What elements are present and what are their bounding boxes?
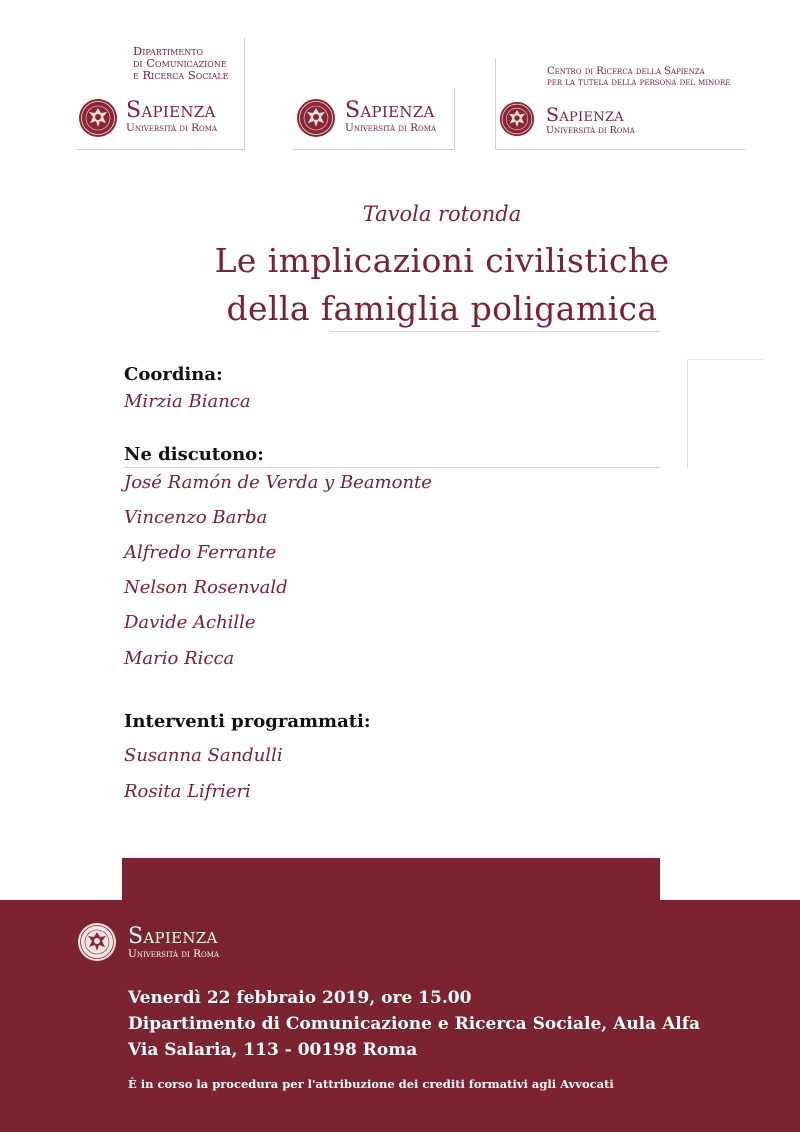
logo3-brand: [546, 106, 635, 136]
logo1-dept-line: Dipartimento: [133, 44, 204, 58]
sapienza-seal-icon: [499, 101, 535, 137]
interventions-label: Interventi programmati:: [124, 711, 371, 732]
divider: [687, 359, 765, 360]
speaker-name: Davide Achille: [124, 612, 256, 633]
logo1-dept-line: e Ricerca Sociale: [133, 68, 229, 82]
sapienza-seal-icon: [296, 98, 336, 138]
logo1-brand: [126, 100, 217, 134]
footer-brand-name: Sapienza: [128, 924, 218, 949]
speaker-name: José Ramón de Verda y Beamonte: [124, 472, 432, 493]
intervention-name: Rosita Lifrieri: [124, 781, 251, 802]
logo3-underline: [495, 149, 745, 150]
logo2-underline: [293, 149, 454, 150]
footer-brand: [128, 926, 219, 960]
logo2-brand-sub: Università di Roma: [345, 122, 436, 134]
footer-tab: [122, 858, 660, 902]
logo3-dept-line: per la tutela della persona del minore: [547, 77, 731, 88]
event-address: Via Salaria, 113 - 00198 Roma: [128, 1040, 418, 1060]
divider: [687, 360, 688, 468]
event-title-line2: della famiglia poligamica: [226, 289, 658, 328]
event-kind: Tavola rotonda: [362, 202, 522, 226]
coordinator-name: Mirzia Bianca: [124, 391, 251, 412]
logo1-divider: [244, 38, 245, 150]
logo3-brand-sub: Università di Roma: [546, 125, 635, 136]
event-title-line1: Le implicazioni civilistiche: [214, 241, 670, 280]
event-date: Venerdì 22 febbraio 2019, ore 15.00: [128, 988, 472, 1008]
logo1-dept-line: di Comunicazione: [133, 56, 227, 70]
discuss-label: Ne discutono:: [124, 444, 264, 465]
logo3-dept-line: Centro di Ricerca della Sapienza: [547, 66, 705, 77]
logo1-brand-sub: Università di Roma: [126, 122, 217, 134]
logo2-divider: [454, 88, 455, 150]
logo1-underline: [76, 149, 244, 150]
event-venue: Dipartimento di Comunicazione e Ricerca Sociale, Aula Alfa: [128, 1014, 701, 1034]
logo1-dept: [133, 45, 229, 81]
logo1-brand-name: Sapienza: [126, 98, 216, 123]
logo3-divider: [495, 58, 496, 150]
speaker-name: Nelson Rosenvald: [124, 577, 288, 598]
speaker-name: Alfredo Ferrante: [124, 542, 277, 563]
logo3-brand-name: Sapienza: [546, 104, 624, 126]
intervention-name: Susanna Sandulli: [124, 745, 283, 766]
credits-note: È in corso la procedura per l'attribuzione dei crediti formativi agli Avvocati: [128, 1077, 614, 1091]
divider: [330, 331, 660, 332]
logo2-brand-name: Sapienza: [345, 98, 435, 123]
divider: [124, 467, 660, 468]
speaker-name: Vincenzo Barba: [124, 507, 268, 528]
coord-label: Coordina:: [124, 364, 223, 385]
sapienza-seal-icon: [78, 98, 118, 138]
speaker-name: Mario Ricca: [124, 648, 235, 669]
sapienza-seal-icon: [77, 922, 117, 962]
footer-brand-sub: Università di Roma: [128, 948, 219, 960]
logo2-brand: [345, 100, 436, 134]
logo3-dept: [547, 66, 730, 88]
